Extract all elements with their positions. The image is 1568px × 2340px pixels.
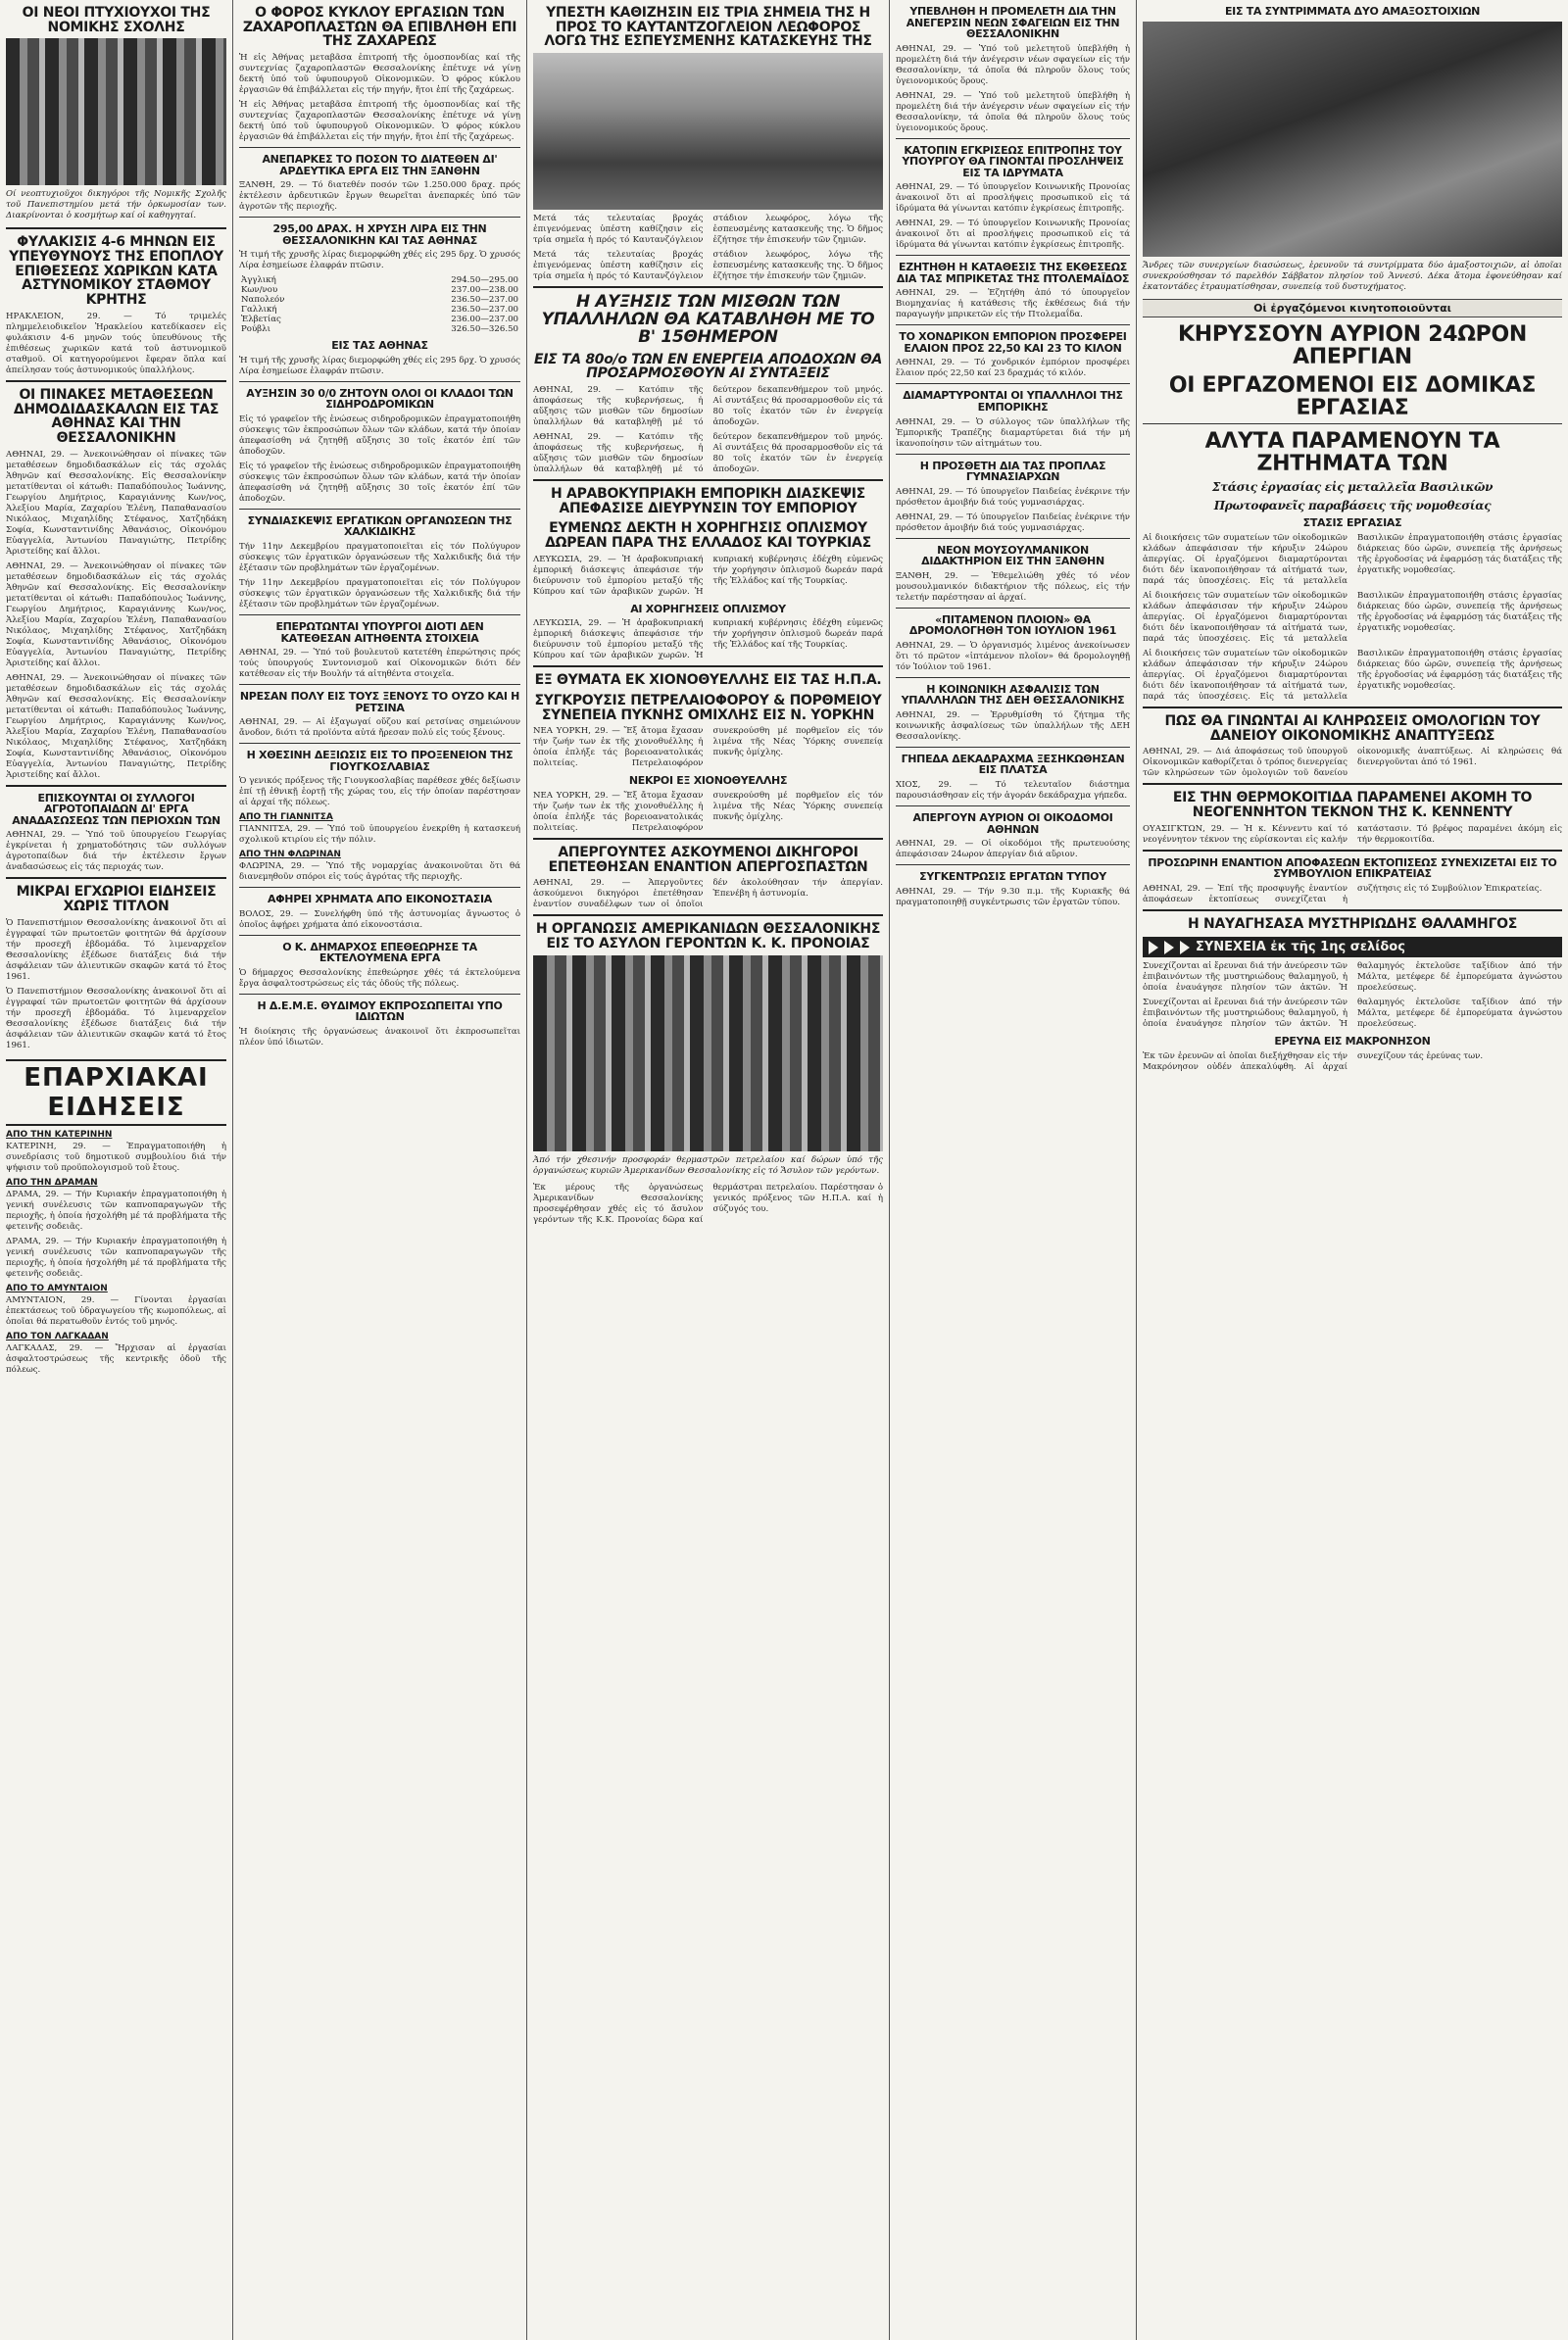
- article-builders-strike: ΑΘΗΝΑΙ, 29. — Οἱ οἰκοδόμοι τῆς πρωτευούσης ἀπεφάσισαν 24ωρον ἀπεργίαν διά αὔριον.: [896, 839, 1130, 860]
- column-3: [527, 0, 890, 2340]
- subhead-amyntaio: ΑΠΟ ΤΟ ΑΜΥΝΤΑΙΟΝ: [6, 1283, 108, 1293]
- article-arab-cyprus: ΛΕΥΚΩΣΙΑ, 29. — Ἡ ἀραβοκυπριακή ἐμπορική διάσκεψις ἀπεφάσισε τήν διεύρυνσιν τοῦ ἐμπορίου μεταξύ τῆς Κύπρου καί τῶν ἀραβικῶν χωρῶν. Ἡ κυπριακή κυβέρνησις ἐδέχθη εὐμενῶς τήν χορήγησιν ὁπλισμοῦ δωρεάν παρά τῆς Ἑλλάδος καί τῆς Τουρκίας.: [533, 554, 883, 597]
- subhead-athens-prices: ΕΙΣ ΤΑΣ ΑΘΗΝΑΣ: [331, 339, 428, 353]
- article-chalkidiki-unions: Τήν 11ην Δεκεμβρίου πραγματοποιεῖται εἰς τόν Πολύγυρον σύσκεψις τῶν ἐργατικῶν ὀργανώσεων τῆς Χαλκιδικῆς διά τήν ἐξέτασιν τῶν προβλημάτων τῶν ἐργαζομένων.: [239, 541, 520, 573]
- price-row: [239, 285, 520, 295]
- subhead-makronisos: ΕΡΕΥΝΑ ΕΙΣ ΜΑΚΡΟΝΗΣΟΝ: [1274, 1035, 1431, 1048]
- headline-briquettes: ΕΖΗΤΗΘΗ Η ΚΑΤΑΘΕΣΙΣ ΤΗΣ ΕΚΘΕΣΕΩΣ ΔΙΑ ΤΑΣ ΜΠΡΙΚΕΤΑΣ ΤΗΣ ΠΤΟΛΕΜΑΪΔΟΣ: [896, 261, 1130, 285]
- article-yugoslav-reception: Ὁ γενικός πρόξενος τῆς Γιουγκοσλαβίας παρέθεσε χθές δεξίωσιν ἐπί τῇ ἐθνικῇ ἑορτῇ τῆς χώρας του, εἰς τήν ὁποίαν παρέστησαν αἱ ἀρχαί τῆς πόλεως.: [239, 776, 520, 808]
- article-icon-theft: ΒΟΛΟΣ, 29. — Συνελήφθη ὑπό τῆς ἀστυνομίας ἄγνωστος ὁ ὁποῖος ἀφῄρει χρήματα ἀπό εἰκονοστάσια.: [239, 908, 520, 930]
- article-amyntaio: ΑΜΥΝΤΑΙΟΝ, 29. — Γίνονται ἐργασίαι ἐπεκτάσεως τοῦ ὑδραγωγείου τῆς κωμοπόλεως, αἱ ὁποῖαι θά περατωθοῦν ἐντός τοῦ μηνός.: [6, 1294, 226, 1327]
- price-row: [239, 305, 520, 315]
- headline-confectioners-tax: Ο ΦΟΡΟΣ ΚΥΚΛΟΥ ΕΡΓΑΣΙΩΝ ΤΩΝ ΖΑΧΑΡΟΠΛΑΣΤΩΝ ΘΑ ΕΠΙΒΛΗΘΗ ΕΠΙ ΤΗΣ ΖΑΧΑΡΕΩΣ: [242, 5, 517, 50]
- price-name: Κων/νου: [241, 285, 278, 296]
- article-lawyers-strike: ΑΘΗΝΑΙ, 29. — Ἀπεργοῦντες ἀσκούμενοι δικηγόροι ἐπετέθησαν ἐναντίον συναδέλφων των οἱ ὁποῖοι δέν ἀκολούθησαν τήν ἀπεργίαν. Ἐπενέβη ἡ ἀστυνομία.: [533, 878, 883, 910]
- article-headmasters: ΑΘΗΝΑΙ, 29. — Τό ὑπουργεῖον Παιδείας ἐνέκρινε τήν πρόσθετον ἀμοιβήν διά τούς γυμνασιάρχας.: [896, 486, 1130, 508]
- price-row: [239, 275, 520, 285]
- subhead-work-stoppage: ΣΤΑΣΙΣ ΕΡΓΑΣΙΑΣ: [1302, 516, 1402, 530]
- subhead-snowstorm-dead: ΝΕΚΡΟΙ ΕΞ ΧΙΟΝΟΘΥΕΛΛΗΣ: [628, 774, 788, 788]
- arrow-right-icon: [1180, 941, 1190, 954]
- headline-deme-representation: Η Δ.Ε.Μ.Ε. ΘΥΔΙΜΟΥ ΕΚΠΡΟΣΩΠΕΙΤΑΙ ΥΠΟ ΙΔΙΩΤΩΝ: [257, 999, 503, 1024]
- article-hiring-committee-cont: ΑΘΗΝΑΙ, 29. — Τό ὑπουργεῖον Κοινωνικῆς Προνοίας ἀνακοινοῖ ὅτι αἱ προσλήψεις προσωπικοῦ εἰς τά ἱδρύματα θά γίνωνται κατόπιν ἐγκρίσεως ἐπιτροπῆς.: [896, 219, 1130, 251]
- headline-kennedy-baby: ΕΙΣ ΤΗΝ ΘΕΡΜΟΚΟΙΤΙΔΑ ΠΑΡΑΜΕΝΕΙ ΑΚΟΜΗ ΤΟ ΝΕΟΓΕΝΝΗΤΟΝ ΤΕΚΝΟΝ ΤΗΣ Κ. ΚΕΝΝΕΝΤΥ: [1172, 790, 1533, 820]
- column-4: [890, 0, 1137, 2340]
- subhead-arms-grants: ΑΙ ΧΟΡΗΓΗΣΕΙΣ ΟΠΛΙΣΜΟΥ: [630, 602, 786, 615]
- headline-icon-theft: ΑΦΗΡΕΙ ΧΡΗΜΑΤΑ ΑΠΟ ΕΙΚΟΝΟΣΤΑΣΙΑ: [268, 893, 492, 906]
- article-small-news: Ὁ Πανεπιστήμιον Θεσσαλονίκης ἀνακοινοῖ ὅτι αἱ ἐγγραφαί τῶν πρωτοετῶν φοιτητῶν θά ἀρχίσουν τήν προσεχῆ ἑβδομάδα. Τό λιμεναρχεῖον Θεσσαλονίκης ἐξέδωσε διατάξεις διά τήν ἀσφάλειαν τῶν ἁλιευτικῶν σκαφῶν κατά τό ἔτος 1961.: [6, 917, 226, 982]
- arrow-right-icon: [1149, 941, 1158, 954]
- price-name: Ἀγγλική: [241, 275, 276, 286]
- article-flying-ship: ΑΘΗΝΑΙ, 29. — Ὁ ὀργανισμός λιμένος ἀνεκοίνωσεν ὅτι τό πρῶτον «ἱπτάμενον πλοῖον» θά δρομολογηθῇ τόν Ἰούλιον τοῦ 1961.: [896, 640, 1130, 672]
- price-name: Ἑλβετίας: [241, 315, 281, 325]
- headline-law-graduates: ΟΙ ΝΕΟΙ ΠΤΥΧΙΟΥΧΟΙ ΤΗΣ ΝΟΜΙΚΗΣ ΣΧΟΛΗΣ: [22, 5, 211, 35]
- article-railway-raise-cont: Εἰς τό γραφεῖον τῆς ἑνώσεως σιδηροδρομικῶν ἐπραγματοποιήθη σύσκεψις τῶν ἐκπροσώπων ὅλων τῶν κλάδων, κατά τήν ὁποίαν ἀπεφασίσθη νά ζητηθῇ αὔξησις 30 τοῖς ἑκατόν ἐπί τῶν ἀποδοχῶν.: [239, 461, 520, 504]
- article-snowstorm-cont: ΝΕΑ ΥΟΡΚΗ, 29. — Ἕξ ἄτομα ἔχασαν τήν ζωήν των ἐκ τῆς χιονοθυέλλης ἡ ὁποία ἐπλήξε τάς βορειοανατολικάς πολιτείας. Πετρελαιοφόρον συνεκρούσθη μέ πορθμεῖον εἰς τόν λιμένα τῆς Νέας Ὑόρκης συνεπείᾳ πυκνῆς ὀμίχλης.: [533, 790, 883, 833]
- column-5: [1137, 0, 1568, 2340]
- photo-elderly-asylum: [533, 955, 883, 1151]
- article-drama-cont: ΔΡΑΜΑ, 29. — Τήν Κυριακήν ἐπραγματοποιήθη ἡ γενική συνέλευσις τῶν καπνοπαραγωγῶν τῆς περιοχῆς, ἡ ὁποία ἠσχολήθη μέ τά προβλήματα τῆς φετεινῆς σοδειᾶς.: [6, 1236, 226, 1279]
- article-reforestation: ΑΘΗΝΑΙ, 29. — Ὑπό τοῦ ὑπουργείου Γεωργίας ἐγκρίνεται ἡ χρηματοδότησις τῶν συλλόγων ἀγροτοπαίδων διά τήν ἐκτέλεσιν ἔργων ἀναδασώσεως εἰς τάς περιοχάς των.: [6, 830, 226, 873]
- article-mysterious-yacht: Συνεχίζονται αἱ ἔρευναι διά τήν ἀνεύρεσιν τῶν ἐπιβαινόντων τῆς μυστηριώδους θαλαμηγοῦ, ἡ ὁποία ἐναυάγησε πλησίον τῶν ἀκτῶν. Ἡ θαλαμηγός ἐκτελοῦσε ταξίδιον ἀπό τήν Μάλτα, μετέφερε δέ ἐμπορεύματα ἀγνώστου προελεύσεως.: [1143, 961, 1562, 994]
- article-strike-cont2: Αἱ διοικήσεις τῶν συματείων τῶν οἰκοδομικῶν κλάδων ἀπεφάσισαν τήν κήρυξιν 24ώρου ἀπεργίας. Οἱ ἐργαζόμενοι διαμαρτύρονται διότι δέν ἱκανοποιήθησαν τά αἰτήματά των, παρά τάς ὑποσχέσεις. Εἰς τά μεταλλεῖα Βασιλικῶν ἐπραγματοποιήθη στάσις ἐργασίας διάρκειας δύο ὡρῶν, συνεπείᾳ τῆς ἀρνήσεως τῆς ἐργοδοσίας νά ἐφαρμόσῃ τάς διατάξεις τῆς ἐργατικῆς νομοθεσίας.: [1143, 648, 1562, 702]
- price-value: 326.50—326.50: [451, 324, 518, 335]
- article-deme-representation: Ἡ διοίκησις τῆς ὀργανώσεως ἀνακοινοῖ ὅτι ἐκπροσωπεῖται πλέον ὑπό ἰδιωτῶν.: [239, 1027, 520, 1048]
- headline-arab-cyprus-conference: Η ΑΡΑΒΟΚΥΠΡΙΑΚΗ ΕΜΠΟΡΙΚΗ ΔΙΑΣΚΕΨΙΣ ΑΠΕΦΑΣΙΣΕ ΔΙΕΥΡΥΝΣΙΝ ΤΟΥ ΕΜΠΟΡΙΟΥ: [551, 485, 865, 516]
- article-deportation-appeal: ΑΘΗΝΑΙ, 29. — Ἐπί τῆς προσφυγῆς ἐναντίον ἀποφάσεων ἐκτοπίσεως συνεχίζεται ἡ συζήτησις εἰς τό Συμβούλιον Ἐπικρατείας.: [1143, 883, 1543, 904]
- section-provincial-news: ΕΠΑΡΧΙΑΚΑΙ ΕΙΔΗΣΕΙΣ: [6, 1059, 226, 1126]
- price-value: 237.00—238.00: [451, 285, 518, 296]
- article-olive-oil: ΑΘΗΝΑΙ, 29. — Τό χονδρικόν ἐμπόριον προσφέρει ἔλαιον πρός 22,50 καί 23 δραχμάς τό κιλόν.: [896, 358, 1130, 379]
- article-mysterious-yacht-cont: Συνεχίζονται αἱ ἔρευναι διά τήν ἀνεύρεσιν τῶν ἐπιβαινόντων τῆς μυστηριώδους θαλαμηγοῦ, ἡ ὁποία ἐναυάγησε πλησίον τῶν ἀκτῶν. Ἡ θαλαμηγός ἐκτελοῦσε ταξίδιον ἀπό τήν Μάλτα, μετέφερε δέ ἐμπορεύματα ἀγνώστου προελεύσεως.: [1143, 998, 1562, 1030]
- headline-xanthi-irrigation: ΑΝΕΠΑΡΚΕΣ ΤΟ ΠΟΣΟΝ ΤΟ ΔΙΑΤΕΘΕΝ ΔΙ' ΑΡΔΕΥΤΙΚΑ ΕΡΓΑ ΕΙΣ ΤΗΝ ΞΑΝΘΗΝ: [262, 153, 498, 177]
- subhead-florina: ΑΠΟ ΤΗΝ ΦΛΩΡΙΝΑΝ: [239, 850, 341, 860]
- headline-chalkidiki-unions: ΣΥΝΔΙΑΣΚΕΨΙΣ ΕΡΓΑΤΙΚΩΝ ΟΡΓΑΝΩΣΕΩΝ ΤΗΣ ΧΑΛΚΙΔΙΚΗΣ: [247, 513, 513, 539]
- headline-bond-draws: ΠΩΣ ΘΑ ΓΙΝΩΝΤΑΙ ΑΙ ΚΛΗΡΩΣΕΙΣ ΟΜΟΛΟΓΙΩΝ ΤΟΥ ΔΑΝΕΙΟΥ ΟΙΚΟΝΟΜΙΚΗΣ ΑΝΑΠΤΥΞΕΩΣ: [1164, 712, 1541, 744]
- headline-ministers-interpellation: ΕΠΕΡΩΤΩΝΤΑΙ ΥΠΟΥΡΓΟΙ ΔΙΟΤΙ ΔΕΝ ΚΑΤΕΘΕΣΑΝ ΑΙΤΗΘΕΝΤΑ ΣΤΟΙΧΕΙΑ: [275, 619, 484, 645]
- price-name: Ναπολεόν: [241, 295, 285, 306]
- subhead-violations: Πρωτοφανεῖς παραβάσεις τῆς νομοθεσίας: [1213, 498, 1492, 512]
- caption-law-graduates: Οί νεοπτυχιοῦχοι δικηγόροι τῆς Νομικῆς Σχολῆς τοῦ Πανεπιστημίου μετά τήν ὁρκωμοσίαν των. Διακρίνονται ὁ κοσμήτωρ καί οἱ καθηγηταί.: [6, 189, 226, 221]
- headline-avenue-subsidence: ΥΠΕΣΤΗ ΚΑΘΙΖΗΣΙΝ ΕΙΣ ΤΡΙΑ ΣΗΜΕΙΑ ΤΗΣ Η ΠΡΟΣ ΤΟ ΚΑΥΤΑΝΤΖΟΓΛΕΙΟΝ ΛΕΩΦΟΡΟΣ ΛΟΓΩ ΤΗΣ ΕΣΠΕΥΣΜΕΝΗΣ ΚΑΤΑΣΚΕΥΗΣ ΤΗΣ: [544, 5, 872, 50]
- headline-crete-attack: ΦΥΛΑΚΙΣΙΣ 4-6 ΜΗΝΩΝ ΕΙΣ ΥΠΕΥΘΥΝΟΥΣ ΤΗΣ ΕΠΟΠΛΟΥ ΕΠΙΘΕΣΕΩΣ ΧΩΡΙΚΩΝ ΚΑΤΑ ΑΣΤΥΝΟΜΙΚΟΥ ΣΤΑΘΜΟΥ ΚΡΗΤΗΣ: [9, 234, 223, 309]
- article-strike: Αἱ διοικήσεις τῶν συματείων τῶν οἰκοδομικῶν κλάδων ἀπεφάσισαν τήν κήρυξιν 24ώρου ἀπεργίας. Οἱ ἐργαζόμενοι διαμαρτύρονται διότι δέν ἱκανοποιήθησαν τά αἰτήματά των, παρά τάς ὑποσχέσεις. Εἰς τά μεταλλεῖα Βασιλικῶν ἐπραγματοποιήθη στάσις ἐργασίας διάρκειας δύο ὡρῶν, συνεπείᾳ τῆς ἀρνήσεως τῆς ἐργοδοσίας νά ἐφαρμόσῃ τάς διατάξεις τῆς ἐργατικῆς νομοθεσίας.: [1143, 532, 1562, 586]
- continuation-label: ΣΥΝΕΧΕΙΑ ἐκ τῆς 1ης σελίδος: [1196, 940, 1405, 955]
- column-2: [233, 0, 527, 2340]
- headline-muslim-school: ΝΕΟΝ ΜΟΥΣΟΥΛΜΑΝΙΚΟΝ ΔΙΔΑΚΤΗΡΙΟΝ ΕΙΣ ΤΗΝ ΞΑΝΘΗΝ: [921, 543, 1104, 568]
- article-salary-raise: ΑΘΗΝΑΙ, 29. — Κατόπιν τῆς ἀποφάσεως τῆς κυβερνήσεως, ἡ αὔξησις τῶν μισθῶν τῶν δημοσίων ὑπαλλήλων θά καταβληθῇ μέ τό δεύτερον δεκαπενθήμερον τοῦ μηνός. Αἱ συντάξεις θά προσαρμοσθοῦν εἰς τά 80 τοῖς ἑκατόν τῶν ἐν ἐνεργείᾳ ἀποδοχῶν.: [533, 384, 883, 427]
- article-teacher-transfers-cont: ΑΘΗΝΑΙ, 29. — Ἀνεκοινώθησαν οἱ πίνακες τῶν μεταθέσεων δημοδιδασκάλων εἰς τάς σχολάς Ἀθηνῶν καί Θεσσαλονίκης. Εἰς Θεσσαλονίκην μετατίθενται οἱ κάτωθι: Παπαδόπουλος Ἰωάννης, Γεωργίου Δημήτριος, Καραγιάννης Κων/νος, Ἀλεξίου Μαρία, Ζαχαρίου Ἑλένη, Παπαθανασίου Νικόλαος, Μιχαηλίδης Στέφανος, Χατζηδάκη Σοφία, Κωνσταντινίδης Ἀθανάσιος, Οἰκονόμου Εὐαγγελία, Ἀντωνίου Παναγιώτης, Πετρίδης Ἀριστείδης καί ἄλλοι.: [6, 561, 226, 668]
- headline-mayor-inspection: Ο Κ. ΔΗΜΑΡΧΟΣ ΕΠΕΘΕΩΡΗΣΕ ΤΑ ΕΚΤΕΛΟΥΜΕΝΑ ΕΡΓΑ: [282, 940, 477, 965]
- article-slaughterhouse: ΑΘΗΝΑΙ, 29. — Ὑπό τοῦ μελετητοῦ ὑπεβλήθη ἡ προμελέτη διά τήν ἀνέγερσιν νέων σφαγείων εἰς τήν Θεσσαλονίκην, τά ὁποῖα θά πληροῦν ὅλους τούς ὑγειονομικούς ὅρους.: [896, 43, 1130, 86]
- price-value: 236.00—237.00: [451, 315, 518, 325]
- headline-deportation-appeal: ΠΡΟΣΩΡΙΝΗ ΕΝΑΝΤΙΟΝ ΑΠΟΦΑΣΕΩΝ ΕΚΤΟΠΙΣΕΩΣ ΣΥΝΕΧΙΖΕΤΑΙ ΕΙΣ ΤΟ ΣΥΜΒΟΥΛΙΟΝ ΕΠΙΚΡΑΤΕΙΑΣ: [1148, 855, 1557, 881]
- price-name: Γαλλική: [241, 305, 277, 316]
- headline-small-news: ΜΙΚΡΑΙ ΕΓΧΩΡΙΟΙ ΕΙΔΗΣΕΙΣ ΧΩΡΙΣ ΤΙΤΛΟΝ: [16, 884, 217, 914]
- headline-salary-raise: Η ΑΥΞΗΣΙΣ ΤΩΝ ΜΙΣΘΩΝ ΤΩΝ ΥΠΑΛΛΗΛΩΝ ΘΑ ΚΑΤΑΒΛΗΘΗ ΜΕ ΤΟ Β' 15ΘΗΜΕΡΟΝ: [541, 292, 875, 347]
- continuation-marker: [1143, 937, 1562, 957]
- price-name: Ρούβλι: [241, 324, 270, 335]
- subhead-drama: ΑΠΟ ΤΗΝ ΔΡΑΜΑΝ: [6, 1177, 98, 1188]
- article-teacher-transfers-cont2: ΑΘΗΝΑΙ, 29. — Ἀνεκοινώθησαν οἱ πίνακες τῶν μεταθέσεων δημοδιδασκάλων εἰς τάς σχολάς Ἀθηνῶν καί Θεσσαλονίκης. Εἰς Θεσσαλονίκην μετατίθενται οἱ κάτωθι: Παπαδόπουλος Ἰωάννης, Γεωργίου Δημήτριος, Καραγιάννης Κων/νος, Ἀλεξίου Μαρία, Ζαχαρίου Ἑλένη, Παπαθανασίου Νικόλαος, Μιχαηλίδης Στέφανος, Χατζηδάκη Σοφία, Κωνσταντινίδης Ἀθανάσιος, Οἰκονόμου Εὐαγγελία, Ἀντωνίου Παναγιώτης, Πετρίδης Ἀριστείδης καί ἄλλοι.: [6, 672, 226, 780]
- headline-reforestation: ΕΠΙΣΚΟΥΝΤΑΙ ΟΙ ΣΥΛΛΟΓΟΙ ΑΓΡΟΤΟΠΑΙΔΩΝ ΔΙ' ΕΡΓΑ ΑΝΑΔΑΣΩΣΕΩΣ ΤΩΝ ΠΕΡΙΟΧΩΝ ΤΩΝ: [12, 791, 220, 827]
- article-briquettes: ΑΘΗΝΑΙ, 29. — Ἐζητήθη ἀπό τό ὑπουργεῖον Βιομηχανίας ἡ κατάθεσις τῆς ἐκθέσεως διά τήν παραγωγήν μπρικετῶν εἰς τήν Πτολεμαΐδα.: [896, 288, 1130, 320]
- caption-elderly-asylum: Ἀπό τήν χθεσινήν προσφοράν θερμαστρῶν πετρελαίου καί δώρων ὑπό τῆς ὀργανώσεως κυριῶν Ἀμερικανίδων Θεσσαλονίκης εἰς τό Ἄσυλον τῶν γερόντων.: [533, 1154, 883, 1176]
- headline-strike-declared: ΚΗΡΥΣΣΟΥΝ ΑΥΡΙΟΝ 24ΩΡΟΝ ΑΠΕΡΓΙΑΝ: [1178, 321, 1527, 369]
- headline-mysterious-yacht: Η ΝΑΥΑΓΗΣΑΣΑ ΜΥΣΤΗΡΙΩΔΗΣ ΘΑΛΑΜΗΓΟΣ: [1188, 915, 1517, 932]
- headline-deh-insurance: Η ΚΟΙΝΩΝΙΚΗ ΑΣΦΑΛΙΣΙΣ ΤΩΝ ΥΠΑΛΛΗΛΩΝ ΤΗΣ ΔΕΗ ΘΕΣΣΑΛΟΝΙΚΗΣ: [901, 682, 1125, 707]
- article-press-workers: ΑΘΗΝΑΙ, 29. — Τήν 9.30 π.μ. τῆς Κυριακῆς θά πραγματοποιηθῇ συγκέντρωσις τῶν ἐργατῶν τύπου.: [896, 886, 1130, 907]
- headline-train-wreck: ΕΙΣ ΤΑ ΣΥΝΤΡΙΜΜΑΤΑ ΔΥΟ ΑΜΑΞΟΣΤΟΙΧΙΩΝ: [1224, 5, 1481, 18]
- headline-builders-strike: ΑΠΕΡΓΟΥΝ ΑΥΡΙΟΝ ΟΙ ΟΙΚΟΔΟΜΟΙ ΑΘΗΝΩΝ: [912, 811, 1113, 836]
- kicker-workers-mobilize: Οἱ ἐργαζόμενοι κινητοποιοῦνται: [1143, 299, 1562, 317]
- headline-unresolved-issues: ΑΛΥΤΑ ΠΑΡΑΜΕΝΟΥΝ ΤΑ ΖΗΤΗΜΑΤΑ ΤΩΝ: [1204, 428, 1500, 477]
- headline-slaughterhouse: ΥΠΕΒΛΗΘΗ Η ΠΡΟΜΕΛΕΤΗ ΔΙΑ ΤΗΝ ΑΝΕΓΕΡΣΙΝ ΝΕΩΝ ΣΦΑΓΕΙΩΝ ΕΙΣ ΤΗΝ ΘΕΣΣΑΛΟΝΙΚΗΝ: [906, 5, 1120, 41]
- headline-olive-oil: ΤΟ ΧΟΝΔΡΙΚΟΝ ΕΜΠΟΡΙΟΝ ΠΡΟΣΦΕΡΕΙ ΕΛΑΙΟΝ ΠΡΟΣ 22,50 ΚΑΙ 23 ΤΟ ΚΙΛΟΝ: [899, 330, 1127, 355]
- article-bank-employees: ΑΘΗΝΑΙ, 29. — Ὁ σύλλογος τῶν ὑπαλλήλων τῆς Ἐμπορικῆς Τραπέζης διαμαρτύρεται διά τήν μή ἱκανοποίησιν τῶν αἰτημάτων του.: [896, 416, 1130, 449]
- article-athens-prices: Ἡ τιμή τῆς χρυσῆς λίρας διεμορφώθη χθές εἰς 295 δρχ. Ὁ χρυσός Λίρα ἐσημείωσε ἐλαφράν πτῶσιν.: [239, 355, 520, 376]
- article-small-news-cont: Ὁ Πανεπιστήμιον Θεσσαλονίκης ἀνακοινοῖ ὅτι αἱ ἐγγραφαί τῶν πρωτοετῶν φοιτητῶν θά ἀρχίσουν τήν προσεχῆ ἑβδομάδα. Τό λιμεναρχεῖον Θεσσαλονίκης ἐξέδωσε διατάξεις διά τήν ἀσφάλειαν τῶν ἁλιευτικῶν σκαφῶν κατά τό ἔτος 1961.: [6, 986, 226, 1050]
- article-kennedy-baby: ΟΥΑΣΙΓΚΤΩΝ, 29. — Ἡ κ. Κέννεντυ καί τό νεογέννητον τέκνον της εὑρίσκονται εἰς καλήν κατάστασιν. Τό βρέφος παραμένει ἀκόμη εἰς τήν θερμοκοιτίδα.: [1143, 823, 1562, 845]
- headline-ouzo-retsina: ΝΡΕΣΑΝ ΠΟΛΥ ΕΙΣ ΤΟΥΣ ΞΕΝΟΥΣ ΤΟ ΟΥΖΟ ΚΑΙ Η ΡΕΤΣΙΝΑ: [239, 690, 520, 714]
- article-makronisos: Ἐκ τῶν ἐρευνῶν αἱ ὁποῖαι διεξήχθησαν εἰς τήν Μακρόνησον οὐδέν ἀπεκαλύφθη. Αἱ ἀρχαί συνεχίζουν τάς ἐρεύνας των.: [1143, 1050, 1484, 1072]
- article-plots-chios: ΧΙΟΣ, 29. — Τό τελευταῖον διάστημα παρουσιάσθησαν εἰς τήν ἀγοράν δεκάδραχμα γήπεδα.: [896, 780, 1130, 802]
- caption-train-wreck: Ἄνδρες τῶν συνεργείων διασώσεως, ἐρευνοῦν τά συντρίμματα δύο ἁμαξοστοιχιῶν, αἱ ὁποῖαι συνεκρούσθησαν τό παρελθόν Σάββατον πλησίον τοῦ Ἀννεσύ. Δέκα ἄτομα ἐφονεύθησαν καί ἑκατοντάδες ἐτραυματίσθησαν, συνεπείᾳ τοῦ δυστυχήματος.: [1143, 260, 1562, 292]
- article-ouzo-retsina: ΑΘΗΝΑΙ, 29. — Αἱ ἐξαγωγαί οὔζου καί ρετσίνας σημειώνουν ἄνοδον, διότι τά προϊόντα αὐτά ἤρεσαν πολύ εἰς τούς ξένους.: [239, 717, 520, 739]
- article-avenue-subsidence: Μετά τάς τελευταίας βροχάς ἐπιγενόμενας ὑπέστη καθίζησιν εἰς τρία σημεῖα ἡ πρός τό Καυτανζόγλειον στάδιον λεωφόρος, λόγω τῆς ἐσπευσμένης κατασκευῆς της. Ὁ δῆμος ἐζήτησε τήν ἐπισκευήν τῶν ζημιῶν.: [533, 214, 883, 246]
- article-confectioners-tax-cont: Ἡ εἰς Ἀθήνας μεταβᾶσα ἐπιτροπή τῆς ὁμοσπονδίας καί τῆς συντεχνίας ζαχαροπλαστῶν Θεσσαλονίκης ἐπέτυχε νά γίνῃ δεκτή ὑπό τοῦ ὑφυπουργοῦ Οἰκονομικῶν. Ὁ φόρος κύκλου ἐργασιῶν θά ἐπιβάλλεται εἰς τήν πηγήν, ἤτοι ἐπί τῆς ζαχάρεως.: [239, 100, 520, 143]
- price-value: 236.50—237.00: [451, 295, 518, 306]
- article-lagkadas: ΛΑΓΚΑΔΑΣ, 29. — Ἤρχισαν αἱ ἐργασίαι ἀσφαλτοστρώσεως τῆς κεντρικῆς ὁδοῦ τῆς πόλεως.: [6, 1342, 226, 1375]
- price-value: 236.50—237.00: [451, 305, 518, 316]
- photo-avenue: [533, 53, 883, 210]
- subhead-katerini: ΑΠΟ ΤΗΝ ΚΑΤΕΡΙΝΗΝ: [6, 1129, 113, 1140]
- headline-plots-chios: ΓΗΠΕΔΑ ΔΕΚΑΔΡΑΧΜΑ ΞΕΣΗΚΩΘΗΣΑΝ ΕΙΣ ΠΛΑΤΣΑ: [901, 752, 1125, 777]
- headline-lawyers-strike: ΑΠΕΡΓΟΥΝΤΕΣ ΑΣΚΟΥΜΕΝΟΙ ΔΙΚΗΓΟΡΟΙ ΕΠΕΤΕΘΗΣΑΝ ΕΝΑΝΤΙΟΝ ΑΠΕΡΓΟΣΠΑΣΤΩΝ: [548, 844, 868, 875]
- article-florina: ΦΛΩΡΙΝΑ, 29. — Ὑπό τῆς νομαρχίας ἀνακοινοῦται ὅτι θά διανεμηθοῦν σπόροι εἰς τούς ἀγρότας τῆς περιοχῆς.: [239, 861, 520, 883]
- subhead-lagkadas: ΑΠΟ ΤΟΝ ΛΑΓΚΑΔΑΝ: [6, 1331, 109, 1341]
- headline-snowstorm-victims: ΕΞ ΘΥΜΑΤΑ ΕΚ ΧΙΟΝΟΘΥΕΛΛΗΣ ΕΙΣ ΤΑΣ Η.Π.Α.: [534, 672, 882, 689]
- article-railway-raise: Εἰς τό γραφεῖον τῆς ἑνώσεως σιδηροδρομικῶν ἐπραγματοποιήθη σύσκεψις τῶν ἐκπροσώπων ὅλων τῶν κλάδων, κατά τήν ὁποίαν ἀπεφασίσθη νά ζητηθῇ αὔξησις 30 τοῖς ἑκατόν ἐπί τῶν ἀποδοχῶν.: [239, 414, 520, 457]
- headline-american-women: Η ΟΡΓΑΝΩΣΙΣ ΑΜΕΡΙΚΑΝΙΔΩΝ ΘΕΣΣΑΛΟΝΙΚΗΣ ΕΙΣ ΤΟ ΑΣΥΛΟΝ ΓΕΡΟΝΤΩΝ Κ. Κ. ΠΡΟΝΟΙΑΣ: [535, 921, 881, 951]
- headline-headmasters: Η ΠΡΟΣΘΕΤΗ ΔΙΑ ΤΑΣ ΠΡΟΠΛΑΣ ΓΥΜΝΑΣΙΑΡΧΩΝ: [919, 459, 1106, 484]
- article-chalkidiki-unions-cont: Τήν 11ην Δεκεμβρίου πραγματοποιεῖται εἰς τόν Πολύγυρον σύσκεψις τῶν ἐργατικῶν ὀργανώσεων τῆς Χαλκιδικῆς διά τήν ἐξέτασιν τῶν προβλημάτων τῶν ἐργαζομένων.: [239, 577, 520, 609]
- arrow-right-icon: [1164, 941, 1174, 954]
- article-avenue-subsidence-cont: Μετά τάς τελευταίας βροχάς ἐπιγενόμενας ὑπέστη καθίζησιν εἰς τρία σημεῖα ἡ πρός τό Καυτανζόγλειον στάδιον λεωφόρος, λόγω τῆς ἐσπευσμένης κατασκευῆς της. Ὁ δῆμος ἐζήτησε τήν ἐπισκευήν τῶν ζημιῶν.: [533, 250, 883, 282]
- article-confectioners-tax: Ἡ εἰς Ἀθήνας μεταβᾶσα ἐπιτροπή τῆς ὁμοσπονδίας καί τῆς συντεχνίας ζαχαροπλαστῶν Θεσσαλονίκης ἐπέτυχε νά γίνῃ δεκτή ὑπό τοῦ ὑφυπουργοῦ Οἰκονομικῶν. Ὁ φόρος κύκλου ἐργασιῶν θά ἐπιβάλλεται εἰς τήν πηγήν, ἤτοι ἐπί τῆς ζαχάρεως.: [239, 53, 520, 96]
- gold-price-table: [239, 275, 520, 334]
- headline-railway-raise: ΑΥΞΗΣΙΝ 30 0/0 ΖΗΤΟΥΝ ΟΛΟΙ ΟΙ ΚΛΑΔΟΙ ΤΩΝ ΣΙΔΗΡΟΔΡΟΜΙΚΩΝ: [246, 386, 514, 412]
- article-snowstorm: ΝΕΑ ΥΟΡΚΗ, 29. — Ἕξ ἄτομα ἔχασαν τήν ζωήν των ἐκ τῆς χιονοθυέλλης ἡ ὁποία ἐπλήξε τάς βορειοανατολικάς πολιτείας. Πετρελαιοφόρον συνεκρούσθη μέ πορθμεῖον εἰς τόν λιμένα τῆς Νέας Ὑόρκης συνεπείᾳ πυκνῆς ὀμίχλης.: [533, 726, 883, 769]
- photo-law-graduates: [6, 38, 226, 185]
- headline-pensions: ΕΙΣ ΤΑ 80ο/ο ΤΩΝ ΕΝ ΕΝΕΡΓΕΙΑ ΑΠΟΔΟΧΩΝ ΘΑ ΠΡΟΣΑΡΜΟΣΘΟΥΝ ΑΙ ΣΥΝΤΑΞΕΙΣ: [533, 351, 883, 382]
- article-teacher-transfers: ΑΘΗΝΑΙ, 29. — Ἀνεκοινώθησαν οἱ πίνακες τῶν μεταθέσεων δημοδιδασκάλων εἰς τάς σχολάς Ἀθηνῶν καί Θεσσαλονίκης. Εἰς Θεσσαλονίκην μετατίθενται οἱ κάτωθι: Παπαδόπουλος Ἰωάννης, Γεωργίου Δημήτριος, Καραγιάννης Κων/νος, Ἀλεξίου Μαρία, Ζαχαρίου Ἑλένη, Παπαθανασίου Νικόλαος, Μιχαηλίδης Στέφανος, Χατζηδάκη Σοφία, Κωνσταντινίδης Ἀθανάσιος, Οἰκονόμου Εὐαγγελία, Ἀντωνίου Παναγιώτης, Πετρίδης Ἀριστείδης καί ἄλλοι.: [6, 449, 226, 557]
- headline-tanker-collision: ΣΥΓΚΡΟΥΣΙΣ ΠΕΤΡΕΛΑΙΟΦΟΡΟΥ & ΠΟΡΘΜΕΙΟΥ ΣΥΝΕΠΕΙΑ ΠΥΚΝΗΣ ΟΜΙΧΛΗΣ ΕΙΣ Ν. ΥΟΡΚΗΝ: [534, 692, 882, 723]
- price-row: [239, 315, 520, 324]
- article-american-women: Ἐκ μέρους τῆς ὀργανώσεως Ἀμερικανίδων Θεσσαλονίκης προσεφέρθησαν χθές εἰς τό ἄσυλον γερόντων τῆς Κ.Κ. Προνοίας δῶρα καί θερμάστραι πετρελαίου. Παρέστησαν ὁ γενικός πρόξενος τῶν Η.Π.Α. καί ἡ σύζυγός του.: [533, 1182, 883, 1225]
- article-mayor-inspection: Ὁ δήμαρχος Θεσσαλονίκης ἐπεθεώρησε χθές τά ἐκτελούμενα ἔργα ἀσφαλτοστρώσεως εἰς τάς ὁδούς τῆς πόλεως.: [239, 967, 520, 989]
- article-crete-attack: ΗΡΑΚΛΕΙΟΝ, 29. — Τό τριμελές πλημμελειοδικεῖον Ἡρακλείου κατεδίκασεν εἰς φυλάκισιν 4-6 μηνῶν τούς ὑπευθύνους τῆς ἐπιθέσεως χωρικῶν κατά τοῦ ἀστυνομικοῦ σταθμοῦ. Οἱ κατηγορούμενοι ἔφεραν ὅπλα καί ἀπείλησαν τούς ἀστυνομικούς ὑπαλλήλους.: [6, 311, 226, 375]
- article-arab-cyprus-cont: ΛΕΥΚΩΣΙΑ, 29. — Ἡ ἀραβοκυπριακή ἐμπορική διάσκεψις ἀπεφάσισε τήν διεύρυνσιν τοῦ ἐμπορίου μεταξύ τῆς Κύπρου καί τῶν ἀραβικῶν χωρῶν. Ἡ κυπριακή κυβέρνησις ἐδέχθη εὐμενῶς τήν χορήγησιν ὁπλισμοῦ δωρεάν παρά τῆς Ἑλλάδος καί τῆς Τουρκίας.: [533, 618, 883, 661]
- article-hiring-committee: ΑΘΗΝΑΙ, 29. — Τό ὑπουργεῖον Κοινωνικῆς Προνοίας ἀνακοινοῖ ὅτι αἱ προσλήψεις προσωπικοῦ εἰς τά ἱδρύματα θά γίνωνται κατόπιν ἐγκρίσεως ἐπιτροπῆς.: [896, 182, 1130, 215]
- headline-flying-ship: «ΠΙΤΑΜΕΝΟΝ ΠΛΟΙΟΝ» ΘΑ ΔΡΟΜΟΛΟΓΗΘΗ ΤΟΝ ΙΟΥΛΙΟΝ 1961: [908, 612, 1117, 638]
- subhead-giannitsa: ΑΠΟ ΤΗ ΓΙΑΝΝΙΤΣΑ: [239, 812, 333, 823]
- article-headmasters-cont: ΑΘΗΝΑΙ, 29. — Τό ὑπουργεῖον Παιδείας ἐνέκρινε τήν πρόσθετον ἀμοιβήν διά τούς γυμνασιάρχας.: [896, 512, 1130, 533]
- price-row: [239, 295, 520, 305]
- article-muslim-school: ΞΑΝΘΗ, 29. — Ἐθεμελιώθη χθές τό νέον μουσουλμανικόν διδακτήριον τῆς πόλεως, εἰς τήν τελετήν παρέστησαν αἱ ἀρχαί.: [896, 570, 1130, 603]
- article-deh-insurance: ΑΘΗΝΑΙ, 29. — Ἐρρυθμίσθη τό ζήτημα τῆς κοινωνικῆς ἀσφαλίσεως τῶν ὑπαλλήλων τῆς ΔΕΗ Θεσσαλονίκης.: [896, 709, 1130, 742]
- headline-press-workers: ΣΥΓΚΕΝΤΡΩΣΙΣ ΕΡΓΑΤΩΝ ΤΥΠΟΥ: [919, 870, 1106, 884]
- article-giannitsa: ΓΙΑΝΝΙΤΣΑ, 29. — Ὑπό τοῦ ὑπουργείου ἐνεκρίθη ἡ κατασκευή σχολικοῦ κτιρίου εἰς τήν πόλιν.: [239, 824, 520, 846]
- headline-gold-sovereign: 295,00 ΔΡΑΧ. Η ΧΡΥΣΗ ΛΙΡΑ ΕΙΣ ΤΗΝ ΘΕΣΣΑΛΟΝΙΚΗΝ ΚΑΙ ΤΑΣ ΑΘΗΝΑΣ: [272, 222, 487, 247]
- headline-bank-employees: ΔΙΑΜΑΡΤΥΡΟΝΤΑΙ ΟΙ ΥΠΑΛΛΗΛΟΙ ΤΗΣ ΕΜΠΟΡΙΚΗΣ: [903, 389, 1123, 414]
- price-row: [239, 324, 520, 334]
- article-ministers-interpellation: ΑΘΗΝΑΙ, 29. — Ὑπό τοῦ βουλευτοῦ κατετέθη ἐπερώτησις πρός τούς ὑπουργούς Συντονισμοῦ καί Οἰκονομικῶν διότι δέν κατέθεσαν εἰς τήν Βουλήν τά αἰτηθέντα στοιχεῖα.: [239, 648, 520, 680]
- article-slaughterhouse-cont: ΑΘΗΝΑΙ, 29. — Ὑπό τοῦ μελετητοῦ ὑπεβλήθη ἡ προμελέτη διά τήν ἀνέγερσιν νέων σφαγείων εἰς τήν Θεσσαλονίκην, τά ὁποῖα θά πληροῦν ὅλους τούς ὑγειονομικούς ὅρους.: [896, 90, 1130, 133]
- article-drama: ΔΡΑΜΑ, 29. — Τήν Κυριακήν ἐπραγματοποιήθη ἡ γενική συνέλευσις τῶν καπνοπαραγωγῶν τῆς περιοχῆς, ἡ ὁποία ἠσχολήθη μέ τά προβλήματα τῆς φετεινῆς σοδειᾶς.: [6, 1189, 226, 1232]
- headline-yugoslav-reception: Η ΧΘΕΣΙΝΗ ΔΕΞΙΩΣΙΣ ΕΙΣ ΤΟ ΠΡΟΞΕΝΕΙΟΝ ΤΗΣ ΓΙΟΥΓΚΟΣΛΑΒΙΑΣ: [246, 749, 514, 773]
- subhead-vasilika-mines: Στάσις ἐργασίας εἰς μεταλλεῖα Βασιλικῶν: [1211, 480, 1494, 495]
- headline-arms-grant: ΕΥΜΕΝΩΣ ΔΕΚΤΗ Η ΧΟΡΗΓΗΣΙΣ ΟΠΛΙΣΜΟΥ ΔΩΡΕΑΝ ΠΑΡΑ ΤΗΣ ΕΛΛΑΔΟΣ ΚΑΙ ΤΟΥΡΚΙΑΣ: [545, 520, 871, 552]
- article-strike-cont: Αἱ διοικήσεις τῶν συματείων τῶν οἰκοδομικῶν κλάδων ἀπεφάσισαν τήν κήρυξιν 24ώρου ἀπεργίας. Οἱ ἐργαζόμενοι διαμαρτύρονται διότι δέν ἱκανοποιήθησαν τά αἰτήματά των, παρά τάς ὑποσχέσεις. Εἰς τά μεταλλεῖα Βασιλικῶν ἐπραγματοποιήθη στάσις ἐργασίας διάρκειας δύο ὡρῶν, συνεπείᾳ τῆς ἀρνήσεως τῆς ἐργοδοσίας νά ἐφαρμόσῃ τάς διατάξεις τῆς ἐργατικῆς νομοθεσίας.: [1143, 590, 1562, 644]
- article-katerini: ΚΑΤΕΡΙΝΗ, 29. — Ἐπραγματοποιήθη ἡ συνεδρίασις τοῦ δημοτικοῦ συμβουλίου διά τήν ψήφισιν τοῦ προϋπολογισμοῦ τοῦ ἔτους.: [6, 1141, 226, 1173]
- headline-construction-workers: ΟΙ ΕΡΓΑΖΟΜΕΝΟΙ ΕΙΣ ΔΟΜΙΚΑΣ ΕΡΓΑΣΙΑΣ: [1168, 372, 1537, 420]
- photo-train-wreck: [1143, 22, 1562, 257]
- article-bond-draws: ΑΘΗΝΑΙ, 29. — Διά ἀποφάσεως τοῦ ὑπουργοῦ Οἰκονομικῶν καθορίζεται ὁ τρόπος διενεργείας τῶν κληρώσεων τῶν ὁμολογιῶν τοῦ δανείου οἰκονομικῆς ἀναπτύξεως. Αἱ κληρώσεις θά διενεργοῦνται ἀπό τό 1961.: [1143, 747, 1562, 779]
- article-gold-sovereign: Ἡ τιμή τῆς χρυσῆς λίρας διεμορφώθη χθές εἰς 295 δρχ. Ὁ χρυσός Λίρα ἐσημείωσε ἐλαφράν πτῶσιν.: [239, 250, 520, 271]
- column-1: [0, 0, 233, 2340]
- article-salary-raise-cont: ΑΘΗΝΑΙ, 29. — Κατόπιν τῆς ἀποφάσεως τῆς κυβερνήσεως, ἡ αὔξησις τῶν μισθῶν τῶν δημοσίων ὑπαλλήλων θά καταβληθῇ μέ τό δεύτερον δεκαπενθήμερον τοῦ μηνός. Αἱ συντάξεις θά προσαρμοσθοῦν εἰς τά 80 τοῖς ἑκατόν τῶν ἐν ἐνεργείᾳ ἀποδοχῶν.: [533, 431, 883, 474]
- article-xanthi-irrigation: ΞΑΝΘΗ, 29. — Τό διατεθέν ποσόν τῶν 1.250.000 δραχ. πρός ἐκτέλεσιν ἀρδευτικῶν ἔργων θεωρεῖται ἀνεπαρκές ὑπό τῶν ἀγροτῶν τῆς περιοχῆς.: [239, 180, 520, 213]
- headline-teacher-transfers: ΟΙ ΠΙΝΑΚΕΣ ΜΕΤΑΘΕΣΕΩΝ ΔΗΜΟΔΙΔΑΣΚΑΛΩΝ ΕΙΣ ΤΑΣ ΑΘΗΝΑΣ ΚΑΙ ΤΗΝ ΘΕΣΣΑΛΟΝΙΚΗΝ: [13, 386, 220, 446]
- headline-hiring-committee: ΚΑΤΟΠΙΝ ΕΓΚΡΙΣΕΩΣ ΕΠΙΤΡΟΠΗΣ ΤΟΥ ΥΠΟΥΡΓΟΥ ΘΑ ΓΙΝΟΝΤΑΙ ΠΡΟΣΛΗΨΕΙΣ ΕΙΣ ΤΑ ΙΔΡΥΜΑΤΑ: [902, 143, 1124, 179]
- price-value: 294.50—295.00: [451, 275, 518, 286]
